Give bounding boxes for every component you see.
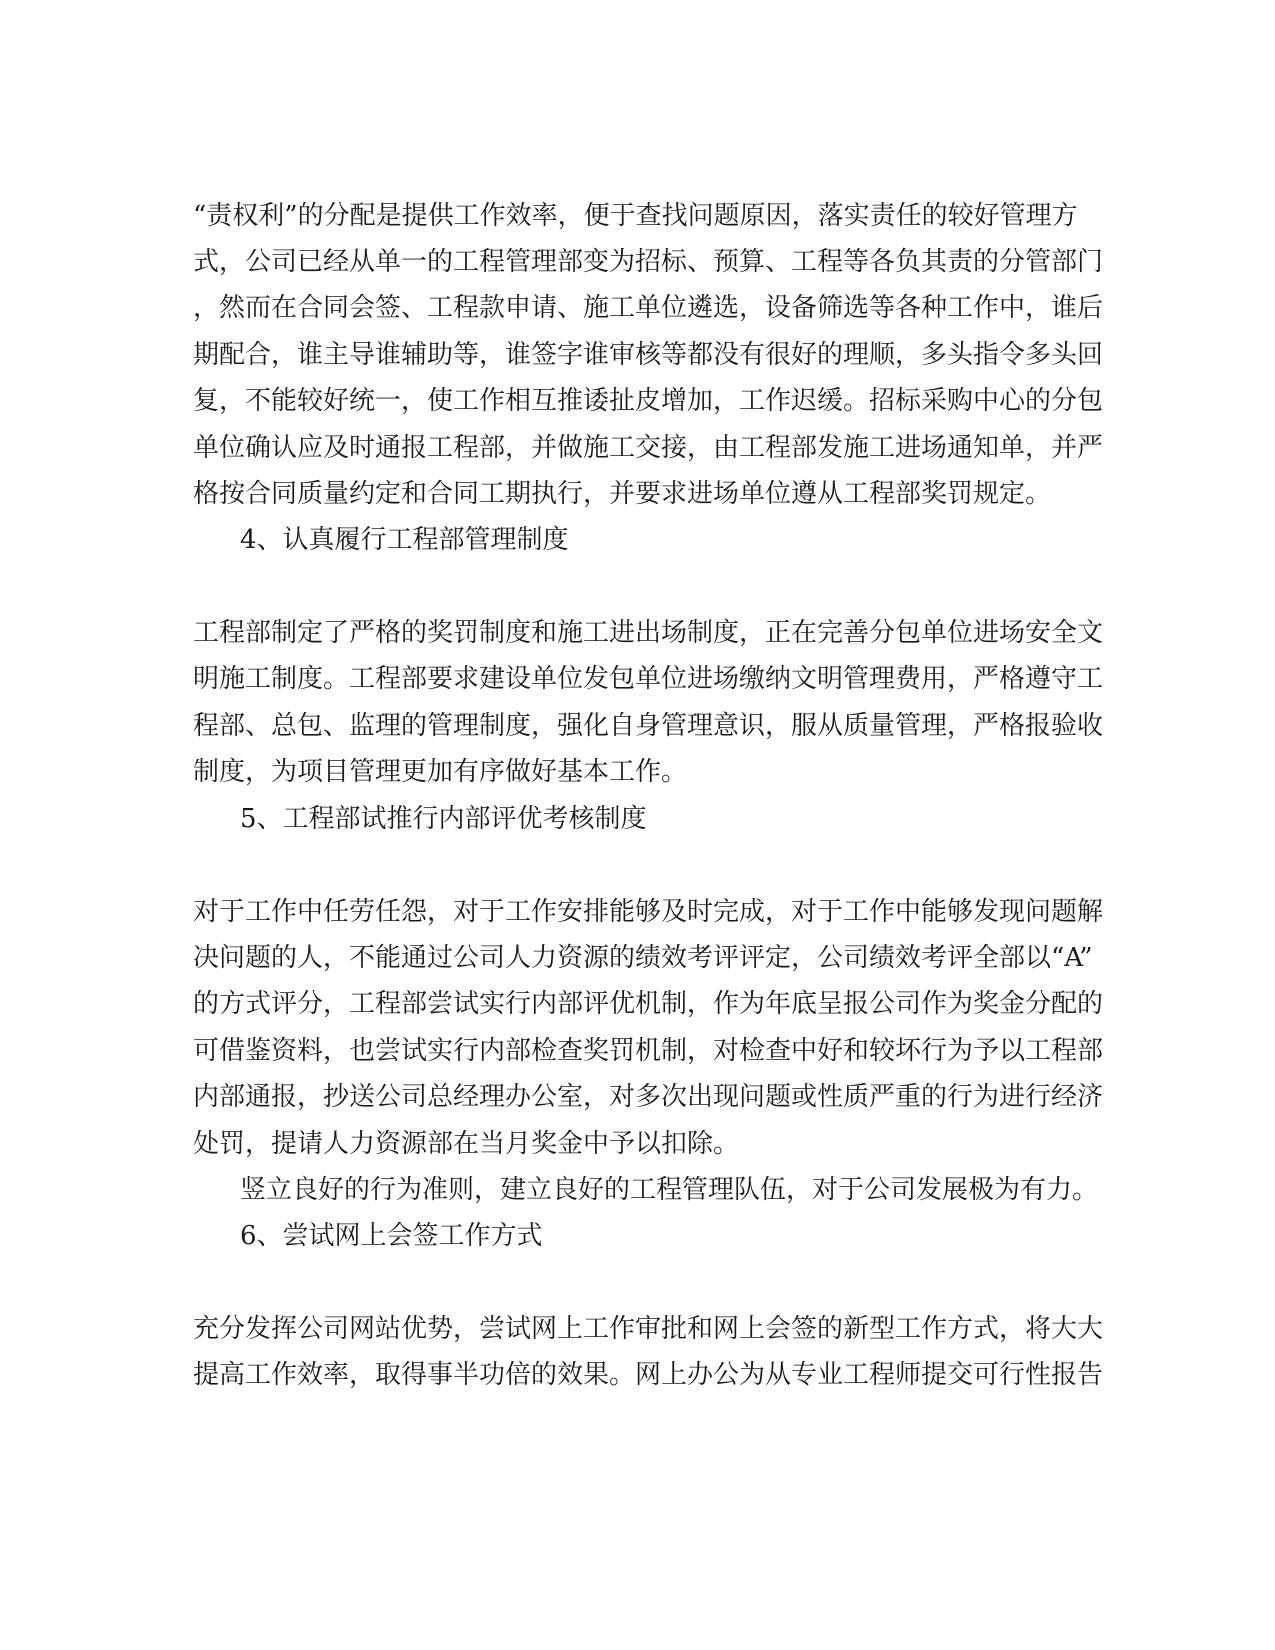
paragraph-line: 提高工作效率，取得事半功倍的效果。网上办公为从专业工程师提交可行性报告 (193, 1360, 1104, 1390)
paragraph-line: 竖立良好的行为准则，建立良好的工程管理队伍，对于公司发展极为有力。 (240, 1175, 1099, 1205)
paragraph-line: ，然而在合同会签、工程款申请、施工单位遴选，设备筛选等各种工作中，谁后 (193, 293, 1104, 323)
paragraph-line: 明施工制度。工程部要求建设单位发包单位进场缴纳文明管理费用，严格遵守工 (193, 664, 1104, 694)
paragraph-line: 充分发挥公司网站优势，尝试网上工作审批和网上会签的新型工作方式，将大大 (193, 1314, 1104, 1344)
paragraph-line: 可借鉴资料，也尝试实行内部检查奖罚机制，对检查中好和较坏行为予以工程部 (193, 1036, 1104, 1066)
paragraph-line: 期配合，谁主导谁辅助等，谁签字谁审核等都没有很好的理顺，多头指令多头回 (193, 340, 1104, 370)
paragraph-line: 程部、总包、监理的管理制度，强化自身管理意识，服从质量管理，严格报验收 (193, 711, 1104, 741)
paragraph-line: 工程部制定了严格的奖罚制度和施工进出场制度，正在完善分包单位进场安全文 (193, 618, 1104, 648)
paragraph-line: 的方式评分，工程部尝试实行内部评优机制，作为年底呈报公司作为奖金分配的 (193, 989, 1104, 1019)
section-heading: 5、工程部试推行内部评优考核制度 (240, 804, 647, 834)
paragraph-line: 单位确认应及时通报工程部，并做施工交接，由工程部发施工进场通知单，并严 (193, 433, 1104, 463)
section-heading: 4、认真履行工程部管理制度 (240, 525, 569, 555)
paragraph-line: 格按合同质量约定和合同工期执行，并要求进场单位遵从工程部奖罚规定。 (193, 479, 1052, 509)
paragraph-line: 制度，为项目管理更加有序做好基本工作。 (193, 757, 688, 787)
paragraph-line: 式，公司已经从单一的工程管理部变为招标、预算、工程等各负其责的分管部门 (193, 247, 1104, 277)
section-heading: 6、尝试网上会签工作方式 (240, 1221, 543, 1251)
paragraph-line: “责权利”的分配是提供工作效率，便于查找问题原因，落实责任的较好管理方 (193, 201, 1078, 231)
paragraph-line: 内部通报，抄送公司总经理办公室，对多次出现问题或性质严重的行为进行经济 (193, 1082, 1104, 1112)
paragraph-line: 复，不能较好统一，使工作相互推诿扯皮增加，工作迟缓。招标采购中心的分包 (193, 386, 1104, 416)
paragraph-line: 决问题的人，不能通过公司人力资源的绩效考评评定，公司绩效考评全部以“A” (193, 943, 1093, 973)
paragraph-line: 处罚，提请人力资源部在当月奖金中予以扣除。 (193, 1129, 740, 1159)
paragraph-line: 对于工作中任劳任怨，对于工作安排能够及时完成，对于工作中能够发现问题解 (193, 897, 1104, 927)
